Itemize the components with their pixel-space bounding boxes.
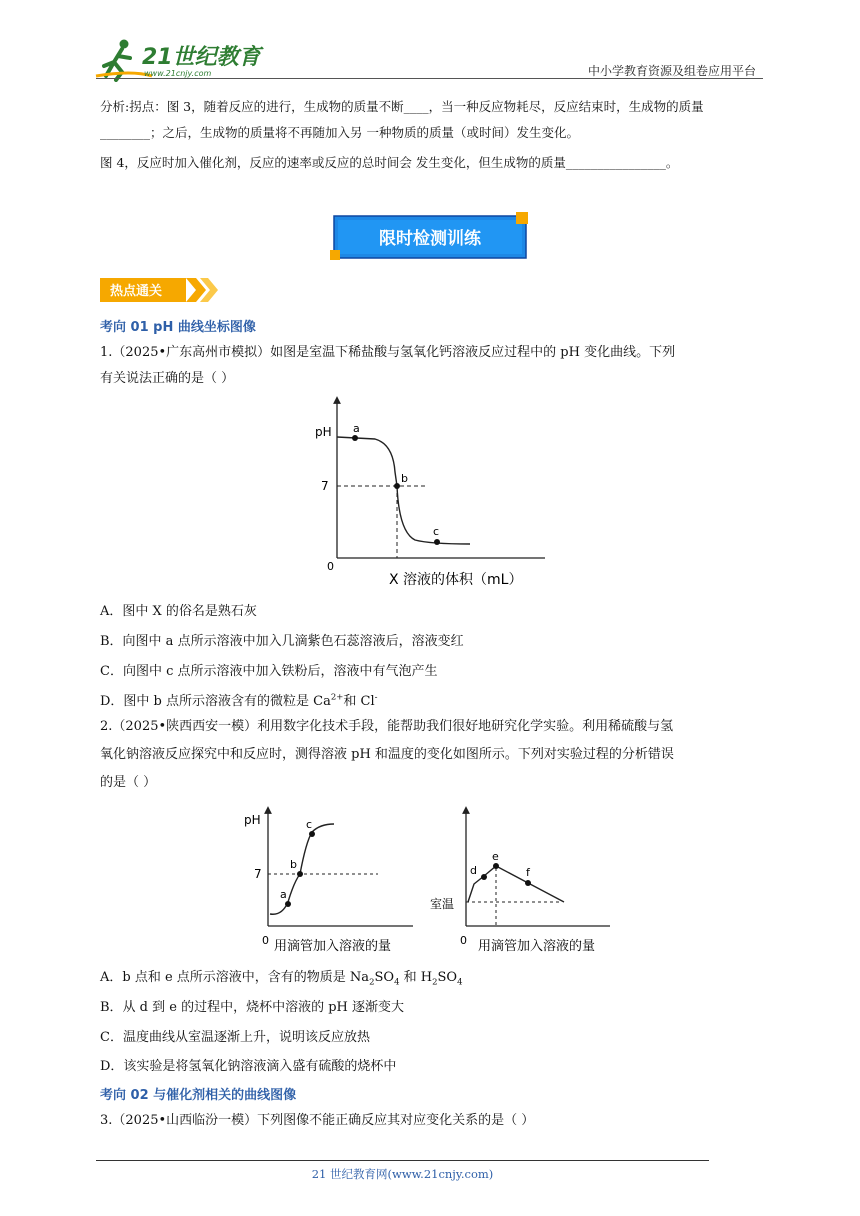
q2-option-a: A．b 点和 e 点所示溶液中，含有的物质是 $Na_2SO_4$ 和 $H_2SO_4$ [100, 970, 463, 988]
site-logo [92, 36, 267, 82]
q2c2-label-d: d [470, 864, 477, 877]
q2-line-1: 2.（2025•陕西西安一模）利用数字化技术手段，能帮助我们很好地研究化学实验。利用稀硫酸与氢 [100, 719, 674, 734]
q1-label-a: a [353, 422, 360, 435]
q1-line-2: 有关说法正确的是（ ） [100, 371, 235, 386]
section-banner [330, 212, 530, 262]
q2-option-b: B．从 d 到 e 的过程中，烧杯中溶液的 pH 逐渐变大 [100, 1000, 405, 1015]
q2c2-origin: 0 [460, 934, 467, 947]
banner-title: 限时检测训练 [379, 229, 481, 249]
footer-text: 21 世纪教育网(www.21cnjy.com) [311, 1167, 494, 1181]
q2c1-x-label: 用滴管加入溶液的量 [274, 939, 392, 954]
analysis-line-1: 分析:拐点：图 3，随着反应的进行，生成物的质量不断____，当一种反应物耗尽，反应结束时，生成物的质量 [100, 99, 704, 114]
analysis-line-3: 图 4，反应时加入催化剂，反应的速率或反应的总时间会 发生变化，但生成物的质量________________。 [100, 155, 679, 170]
q2c1-point-a [285, 901, 291, 907]
q1-option-a: A．图中 X 的俗名是熟石灰 [100, 604, 257, 619]
q1-line-1: 1.（2025•广东高州市模拟）如图是室温下稀盐酸与氢氧化钙溶液反应过程中的 pH 变化曲线。下列 [100, 345, 676, 360]
header-divider [96, 78, 763, 79]
footer-divider [96, 1160, 709, 1161]
q1-y-label: pH [315, 425, 332, 439]
q2c1-label-b: b [290, 858, 297, 871]
q2c2-point-e [493, 863, 499, 869]
q2c2-x-label: 用滴管加入溶液的量 [478, 939, 596, 954]
logo-figure-head [120, 40, 129, 49]
section-heading-1: 考向 01 pH 曲线坐标图像 [100, 320, 256, 335]
q1-point-c [434, 539, 440, 545]
q2c2-y-label: 室温 [430, 897, 455, 911]
platform-name: 中小学教育资源及组卷应用平台 [587, 64, 756, 78]
q2c1-point-c [309, 831, 315, 837]
q1-option-c: C．向图中 c 点所示溶液中加入铁粉后，溶液中有气泡产生 [100, 664, 438, 679]
q1-option-b: B．向图中 a 点所示溶液中加入几滴紫色石蕊溶液后，溶液变红 [100, 634, 464, 649]
q2c1-label-c: c [306, 818, 313, 831]
q2-chart-ph [238, 802, 438, 961]
q1-chart [305, 392, 565, 596]
q1-seven: 7 [321, 479, 329, 493]
q2c1-label-a: a [280, 888, 287, 901]
q2c2-point-f [525, 880, 531, 886]
q2-option-c: C．温度曲线从室温逐渐上升，说明该反应放热 [100, 1030, 370, 1045]
logo-text: 21世纪教育 [142, 45, 261, 70]
q1-option-d: D．图中 b 点所示溶液含有的微粒是 $Ca^{2+}$和 Cl- [100, 692, 378, 709]
analysis-line-2: ________；之后，生成物的质量将不再随加入另 一种物质的质量（或时间）发生变化。 [100, 125, 579, 140]
q1-label-b: b [401, 472, 408, 485]
q2-line-3: 的是（ ） [100, 775, 157, 790]
q1-label-c: c [433, 525, 440, 538]
q2c1-seven: 7 [254, 867, 262, 881]
q3-line-1: 3.（2025•山西临汾一模）下列图像不能正确反应其对应变化关系的是（ ） [100, 1113, 535, 1128]
q2c1-y-label: pH [244, 813, 261, 827]
q1-point-b [394, 483, 400, 489]
q1-origin: 0 [327, 560, 334, 573]
logo-url: www.21cnjy.com [144, 69, 212, 78]
q2-chart-temp [430, 802, 630, 961]
hot-tag-label: 热点通关 [110, 284, 163, 299]
q2c2-point-d [481, 874, 487, 880]
q2c1-origin: 0 [262, 934, 269, 947]
section-heading-2: 考向 02 与催化剂相关的曲线图像 [100, 1088, 297, 1103]
q1-x-label: X 溶液的体积（mL） [389, 572, 523, 588]
q2c2-label-f: f [526, 866, 530, 879]
q1-point-a [352, 435, 358, 441]
hot-tag [100, 278, 222, 302]
q1-curve [337, 437, 470, 544]
q2c1-point-b [297, 871, 303, 877]
q2c2-label-e: e [492, 850, 499, 863]
q2-line-2: 氧化钠溶液反应探究中和反应时，测得溶液 pH 和温度的变化如图所示。下列对实验过程的分析错误 [100, 747, 674, 762]
q2c2-curve [468, 866, 564, 902]
q2-option-d: D．该实验是将氢氧化钠溶液滴入盛有硫酸的烧杯中 [100, 1059, 397, 1074]
